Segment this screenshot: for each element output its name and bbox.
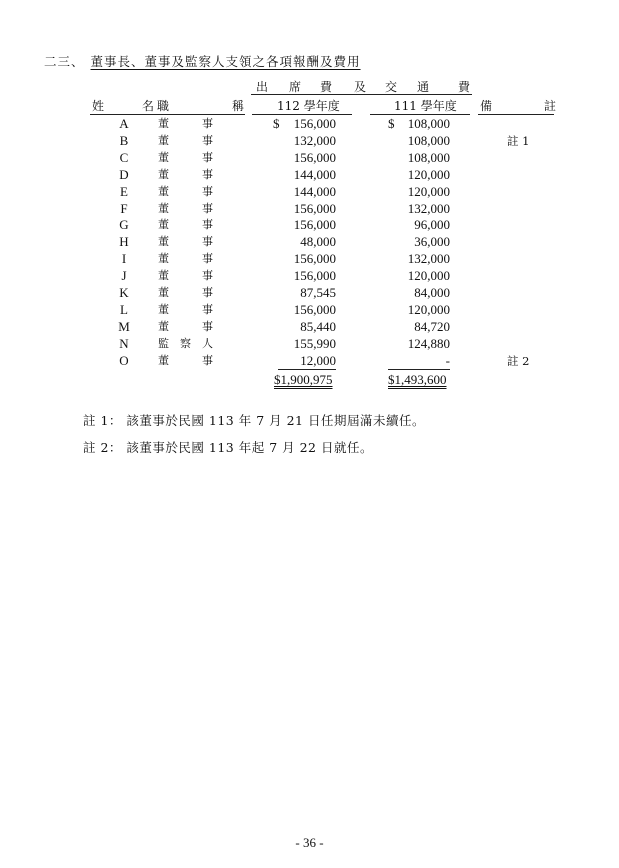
group-header-char: 及 [354, 80, 367, 94]
total-prior-year: $1,493,600 [388, 372, 447, 387]
row-title-char: 事 [202, 286, 213, 299]
col-head-name-2: 名 [142, 99, 155, 113]
row-prior-year-amount: 124,880 [407, 335, 450, 351]
subtotal-line-prior [388, 369, 450, 370]
row-current-year-amount: 48,000 [300, 234, 336, 250]
group-header-char: 席 [289, 80, 302, 94]
section-heading [44, 52, 361, 70]
row-name: O [119, 352, 129, 368]
row-current-year-amount: 156,000 [293, 301, 336, 317]
footnote-1-text: 該董事於民國 113 年 7 月 21 日任期屆滿未續任。 [126, 413, 425, 428]
row-name: N [119, 335, 129, 351]
footnote-2 [83, 438, 373, 456]
group-header-char: 費 [458, 80, 471, 94]
row-name: K [119, 285, 129, 300]
footnote-1 [83, 411, 425, 429]
row-current-year-amount: 155,990 [293, 335, 336, 351]
row-current-year-amount: 156,000 [293, 149, 336, 165]
subtotal-line-current [278, 369, 336, 370]
row-prior-year-amount: 108,000 [407, 132, 450, 148]
row-prior-year-amount: 120,000 [407, 301, 450, 317]
row-title-char: 董 [158, 353, 169, 367]
header-underline-prior [370, 114, 470, 115]
row-prior-year-amount: 132,000 [407, 200, 450, 216]
row-name: H [119, 234, 129, 250]
row-title-char: 察 [180, 336, 191, 350]
header-underline-current [252, 114, 352, 115]
row-prior-year-amount: 36,000 [414, 234, 450, 250]
row-title-char: 董 [158, 218, 169, 232]
row-title-char: 事 [202, 150, 213, 164]
footnote-2-text: 該董事於民國 113 年起 7 月 22 日就任。 [126, 440, 373, 455]
row-prior-year-amount: 108,000 [407, 116, 450, 131]
header-underline-name-title [90, 114, 245, 115]
col-head-remarks-1: 備 [480, 99, 493, 113]
currency-symbol-current: $ [273, 116, 280, 131]
row-title-char: 事 [202, 117, 213, 130]
row-prior-year-amount: 96,000 [414, 217, 450, 233]
col-head-title-1: 職 [157, 99, 170, 113]
row-title-char: 事 [202, 302, 213, 316]
row-name: C [119, 149, 129, 165]
row-title-char: 事 [202, 319, 213, 333]
row-title-char: 事 [202, 269, 213, 283]
col-head-title-2: 稱 [232, 99, 245, 113]
footnote-2-label: 註 2： [83, 440, 122, 455]
row-name: M [118, 318, 130, 334]
col-head-remarks-2: 註 [544, 99, 557, 113]
row-title-char: 事 [202, 235, 213, 249]
row-title-char: 董 [158, 133, 169, 147]
row-current-year-amount: 156,000 [293, 200, 336, 216]
row-prior-year-amount: 120,000 [407, 268, 450, 284]
row-title-char: 事 [202, 353, 213, 367]
col-head-prior-year: 111 學年度 [394, 99, 457, 113]
row-title-char: 董 [158, 286, 169, 299]
row-prior-year-amount: 120,000 [407, 183, 450, 199]
row-title-char: 董 [158, 117, 169, 130]
row-prior-year-amount: 132,000 [407, 251, 450, 267]
group-header-char: 通 [417, 80, 430, 94]
group-header-char: 交 [385, 80, 398, 94]
row-name: A [119, 116, 129, 131]
row-title-char: 董 [158, 167, 169, 181]
row-title-char: 監 [158, 336, 169, 350]
row-remark: 註 1 [507, 133, 530, 148]
group-header-char: 費 [320, 80, 333, 94]
row-name: E [120, 183, 128, 199]
row-current-year-amount: 156,000 [293, 251, 336, 267]
row-title-char: 董 [158, 235, 169, 249]
page-number: - 36 - [295, 835, 324, 850]
row-name: D [119, 166, 129, 182]
row-title-char: 事 [202, 184, 213, 198]
row-prior-year-amount: 84,720 [414, 318, 450, 334]
row-prior-year-amount: 108,000 [407, 149, 450, 165]
row-prior-year-amount: - [445, 352, 450, 368]
row-name: L [120, 301, 128, 317]
row-current-year-amount: 85,440 [300, 318, 336, 334]
row-name: B [119, 132, 129, 148]
row-title-char: 事 [202, 218, 213, 232]
header-underline-remarks [478, 114, 554, 115]
col-head-name-1: 姓 [92, 99, 105, 113]
row-current-year-amount: 144,000 [293, 183, 336, 199]
row-title-char: 事 [202, 201, 213, 215]
row-name: J [121, 268, 127, 284]
section-number: 二三、 [44, 54, 85, 69]
col-head-current-year: 112 學年度 [277, 99, 340, 113]
row-name: F [120, 200, 128, 216]
total-current-year: $1,900,975 [274, 372, 333, 387]
footnote-1-label: 註 1： [83, 413, 122, 428]
currency-symbol-prior: $ [388, 116, 395, 131]
group-header-char: 出 [256, 80, 269, 94]
group-header-attendance-transport [251, 78, 472, 95]
row-title-char: 事 [202, 133, 213, 147]
section-title: 董事長、董事及監察人支領之各項報酬及費用 [90, 54, 361, 69]
row-name: G [119, 217, 129, 233]
row-title-char: 事 [202, 167, 213, 181]
row-current-year-amount: 156,000 [293, 268, 336, 284]
row-current-year-amount: 156,000 [293, 116, 336, 131]
row-title-char: 董 [158, 184, 169, 198]
row-title-char: 人 [202, 336, 213, 350]
row-name: I [121, 251, 127, 267]
row-title-char: 董 [158, 252, 169, 266]
row-prior-year-amount: 120,000 [407, 166, 450, 182]
row-title-char: 董 [158, 302, 169, 316]
row-title-char: 董 [158, 269, 169, 283]
row-title-char: 董 [158, 201, 169, 215]
row-remark: 註 2 [507, 353, 530, 368]
row-current-year-amount: 156,000 [293, 217, 336, 233]
row-current-year-amount: 132,000 [293, 132, 336, 148]
row-current-year-amount: 87,545 [300, 285, 336, 300]
row-title-char: 事 [202, 252, 213, 266]
row-current-year-amount: 12,000 [300, 352, 336, 368]
row-title-char: 董 [158, 319, 169, 333]
row-current-year-amount: 144,000 [293, 166, 336, 182]
row-prior-year-amount: 84,000 [414, 285, 450, 300]
row-title-char: 董 [158, 150, 169, 164]
